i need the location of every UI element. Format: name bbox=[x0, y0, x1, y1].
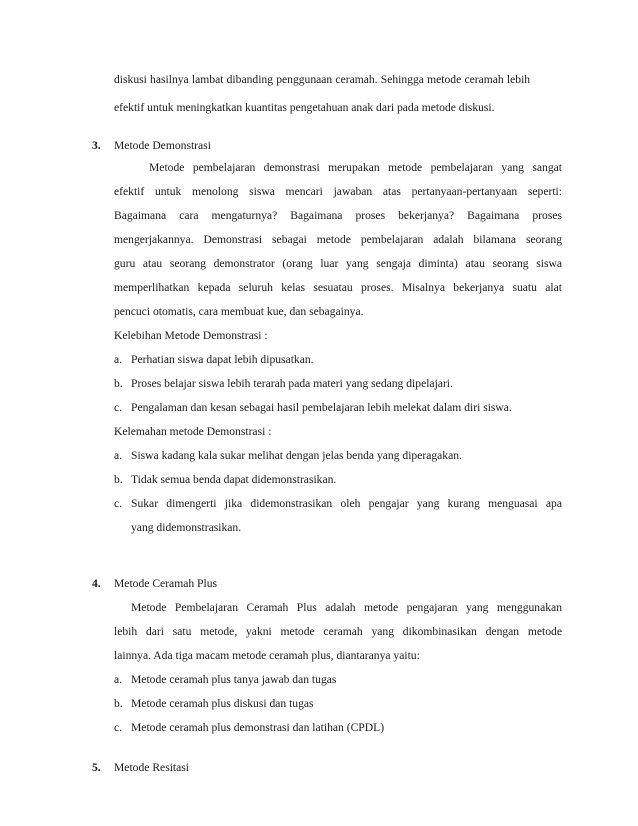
list-letter: c. bbox=[114, 721, 123, 734]
section-number: 5. bbox=[92, 761, 101, 774]
section-number: 4. bbox=[92, 577, 101, 590]
body-line: Metode pembelajaran demonstrasi merupakan metode pembelajaran yang sangat bbox=[149, 161, 562, 174]
body-line: mengerjakannya. Demonstrasi sebagai metode pembelajaran adalah bilamana seorang bbox=[114, 233, 562, 246]
list-item: Siswa kadang kala sukar melihat dengan jelas benda yang diperagakan. bbox=[131, 449, 462, 462]
advantages-heading: Kelebihan Metode Demonstrasi : bbox=[114, 329, 268, 342]
list-item: Metode ceramah plus demonstrasi dan latihan (CPDL) bbox=[131, 721, 385, 734]
list-item: Pengalaman dan kesan sebagai hasil pembelajaran lebih melekat dalam diri siswa. bbox=[131, 401, 512, 414]
section-title: Metode Resitasi bbox=[114, 761, 190, 774]
body-line: efektif untuk menolong siswa mencari jawaban atas pertanyaan-pertanyaan seperti: bbox=[114, 185, 562, 198]
list-letter: c. bbox=[114, 497, 123, 510]
body-line: lebih dari satu metode, yakni metode ceramah yang dikombinasikan dengan metode bbox=[114, 625, 562, 638]
body-line: memperlihatkan kepada seluruh kelas sesuatau proses. Misalnya bekerjanya suatu alat bbox=[114, 281, 562, 294]
body-line: Metode Pembelajaran Ceramah Plus adalah metode pengajaran yang menggunakan bbox=[131, 601, 562, 614]
list-item: Perhatian siswa dapat lebih dipusatkan. bbox=[131, 353, 314, 366]
body-line: guru atau seorang demonstrator (orang luar yang sengaja diminta) atau seorang siswa bbox=[114, 257, 562, 270]
section-title: Metode Ceramah Plus bbox=[114, 577, 218, 590]
paragraph-line: diskusi hasilnya lambat dibanding penggunaan ceramah. Sehingga metode ceramah lebih bbox=[114, 73, 531, 86]
list-letter: a. bbox=[114, 673, 123, 686]
body-line: lainnya. Ada tiga macam metode ceramah plus, diantaranya yaitu: bbox=[114, 649, 420, 662]
weaknesses-heading: Kelemahan metode Demonstrasi : bbox=[114, 425, 272, 438]
list-letter: a. bbox=[114, 353, 123, 366]
list-item-continuation: yang didemonstrasikan. bbox=[131, 521, 242, 534]
paragraph-line: efektif untuk meningkatkan kuantitas pengetahuan anak dari pada metode diskusi. bbox=[114, 101, 495, 114]
section-number: 3. bbox=[92, 139, 101, 152]
list-letter: b. bbox=[114, 473, 123, 486]
list-item: Sukar dimengerti jika didemonstrasikan oleh pengajar yang kurang menguasai apa bbox=[131, 497, 562, 510]
list-letter: b. bbox=[114, 377, 123, 390]
body-line: pencuci otomatis, cara membuat kue, dan sebagainya. bbox=[114, 305, 364, 318]
list-letter: a. bbox=[114, 449, 123, 462]
list-letter: b. bbox=[114, 697, 123, 710]
list-item: Proses belajar siswa lebih terarah pada materi yang sedang dipelajari. bbox=[131, 377, 453, 390]
list-item: Metode ceramah plus tanya jawab dan tugas bbox=[131, 673, 337, 686]
list-letter: c. bbox=[114, 401, 123, 414]
body-line: Bagaimana cara mengaturnya? Bagaimana proses bekerjanya? Bagaimana proses bbox=[114, 209, 562, 222]
section-title: Metode Demonstrasi bbox=[114, 139, 211, 152]
list-item: Tidak semua benda dapat didemonstrasikan. bbox=[131, 473, 337, 486]
list-item: Metode ceramah plus diskusi dan tugas bbox=[131, 697, 314, 710]
